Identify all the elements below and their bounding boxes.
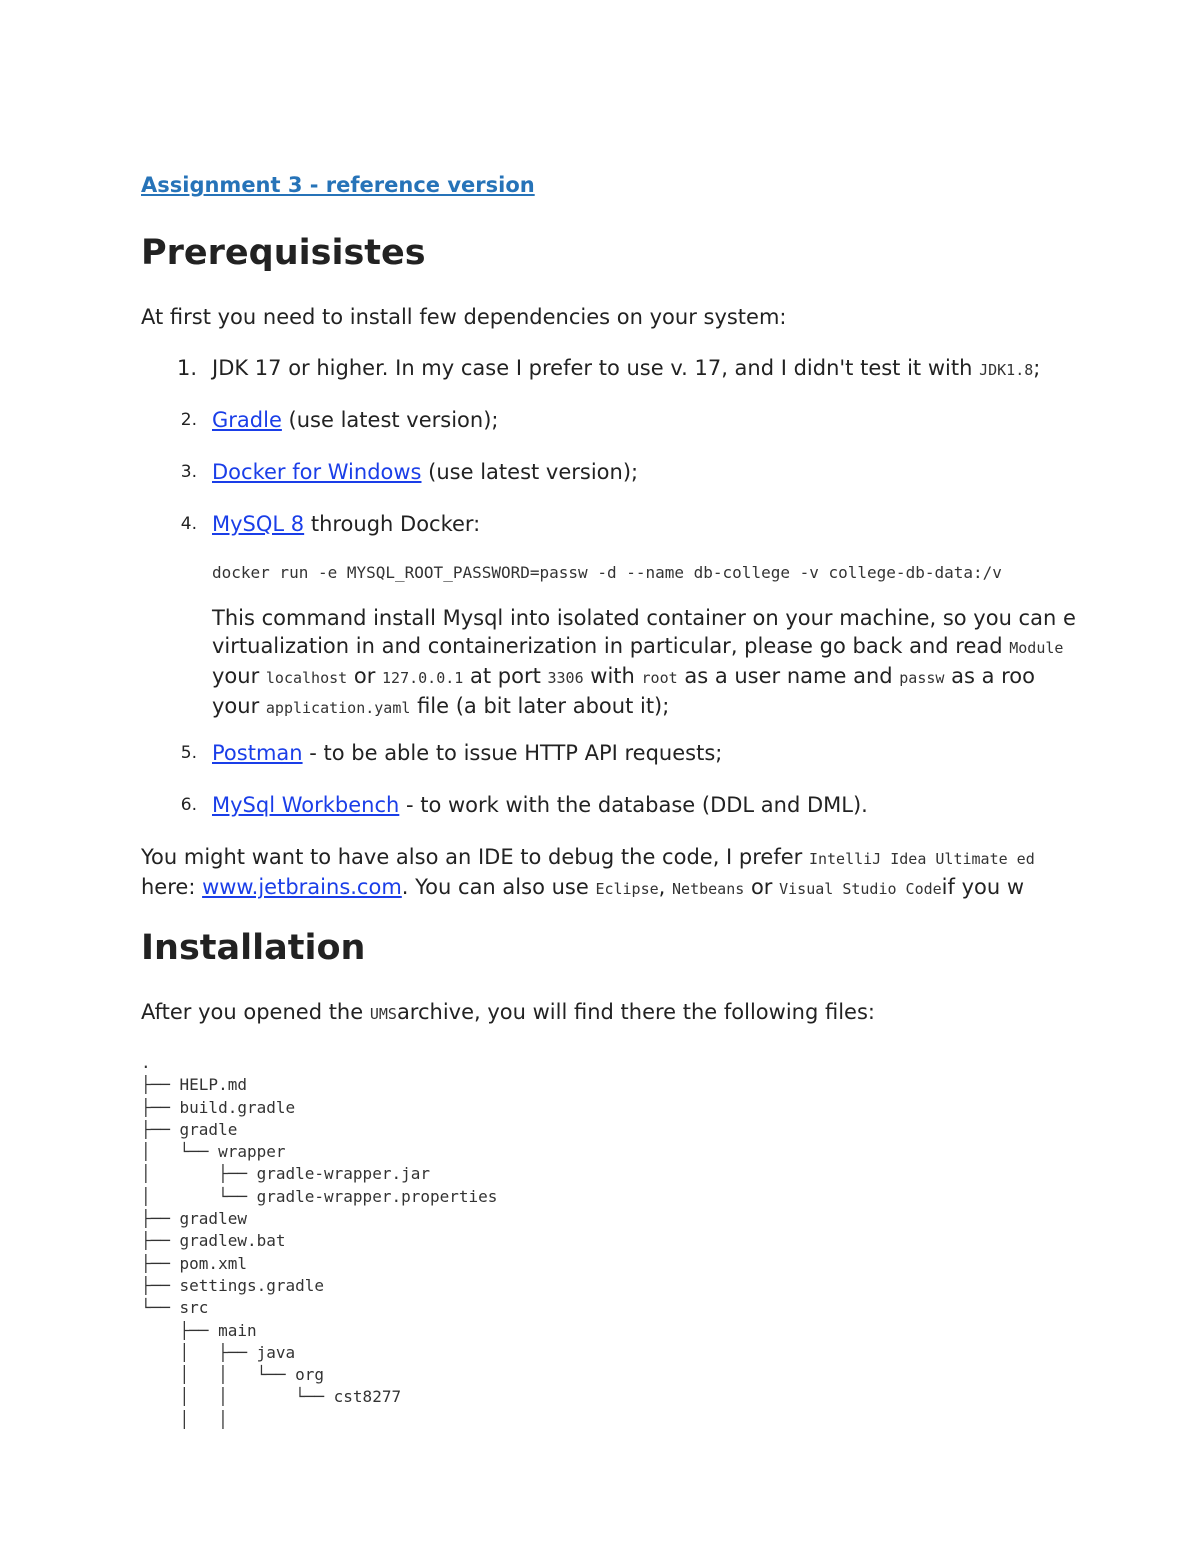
document-title-link[interactable]: Assignment 3 - reference version [141, 173, 535, 197]
note-text: or [347, 664, 383, 688]
docker-note-line: This command install Mysql into isolated container on your machine, so you can e [212, 606, 1076, 630]
list-number: 3. [180, 462, 197, 482]
note-text: file (a bit later about it); [410, 694, 670, 718]
list-item-text: through Docker: [304, 512, 481, 536]
note-text: with [583, 664, 642, 688]
inline-code: Module [1009, 639, 1064, 657]
docker-note [212, 604, 1076, 722]
inline-code: IntelliJ Idea Ultimate ed [808, 850, 1035, 868]
list-number: 6. [180, 795, 197, 815]
inline-code: localhost [265, 669, 348, 687]
note-text: as a user name and [677, 664, 900, 688]
list-item-text: ; [1033, 356, 1041, 380]
inline-code: root [641, 669, 678, 687]
paragraph-text: or [744, 875, 780, 899]
inline-code: Netbeans [672, 880, 745, 898]
inline-code: 127.0.0.1 [382, 669, 464, 687]
note-text: at port [463, 664, 548, 688]
gradle-link[interactable]: Gradle [212, 408, 282, 432]
inline-code: passw [899, 669, 945, 687]
docker-for-windows-link[interactable]: Docker for Windows [212, 460, 422, 484]
prerequisites-intro: At first you need to install few dependencies on your system: [141, 305, 787, 329]
docker-command-code: docker run -e MYSQL_ROOT_PASSWORD=passw -d --name db-college -v college-db-data:/v [212, 563, 1002, 582]
list-number: 2. [180, 410, 197, 430]
paragraph-text: After you opened the [141, 1000, 370, 1024]
paragraph-text: here: [141, 875, 203, 899]
docker-note-line [212, 692, 1076, 722]
list-item-text: - to be able to issue HTTP API requests; [302, 741, 723, 765]
inline-code: Eclipse [595, 880, 659, 898]
paragraph-text: . You can also use [401, 875, 596, 899]
paragraph-text: You might want to have also an IDE to debug the code, I prefer [141, 845, 809, 869]
mysql-8-link[interactable]: MySQL 8 [212, 512, 305, 536]
jetbrains-link[interactable]: www.jetbrains.com [202, 875, 402, 899]
prerequisites-heading: Prerequisistes [141, 233, 426, 273]
note-text: as a roo [944, 664, 1035, 688]
note-text: your [212, 664, 266, 688]
document-page [141, 0, 1200, 1553]
inline-code: UMS [369, 1005, 397, 1023]
list-item-text: - to work with the database (DDL and DML). [399, 793, 868, 817]
inline-code: Visual Studio Code [779, 880, 942, 898]
list-item-text: (use latest version); [421, 460, 639, 484]
ide-line [141, 843, 1035, 873]
paragraph-text: archive, you will find there the following files: [396, 1000, 875, 1024]
inline-code: application.yaml [265, 699, 411, 717]
postman-link[interactable]: Postman [212, 741, 303, 765]
list-number: 1. [177, 356, 198, 380]
docker-note-line [212, 632, 1076, 662]
installation-intro [141, 998, 875, 1029]
list-item-text: (use latest version); [281, 408, 499, 432]
list-number: 5. [180, 743, 197, 763]
paragraph-text: , [658, 875, 673, 899]
file-tree-code: . ├── HELP.md ├── build.gradle ├── gradle │ └── wrapper │ ├── gradle-wrapper.jar │ └── gradle-wrapper.properties ├── gradlew ├── gradlew.bat ├── pom.xml ├── settings.gradle └── src ├── main │ ├── java │ │ └── org │ │ └── cst8277 │ │ [141, 1053, 498, 1429]
paragraph-text: if you w [941, 875, 1025, 899]
list-item-text: JDK 17 or higher. In my case I prefer to use v. 17, and I didn't test it with [212, 356, 980, 380]
ide-paragraph [141, 843, 1035, 903]
note-text: your [212, 694, 266, 718]
inline-code: JDK1.8 [979, 361, 1034, 379]
list-number: 4. [180, 514, 197, 534]
ide-line [141, 873, 1035, 903]
installation-heading: Installation [141, 928, 366, 968]
mysql-workbench-link[interactable]: MySql Workbench [212, 793, 400, 817]
docker-note-line [212, 662, 1076, 692]
inline-code: 3306 [547, 669, 584, 687]
note-text: virtualization in and containerization in particular, please go back and read [212, 634, 1010, 658]
